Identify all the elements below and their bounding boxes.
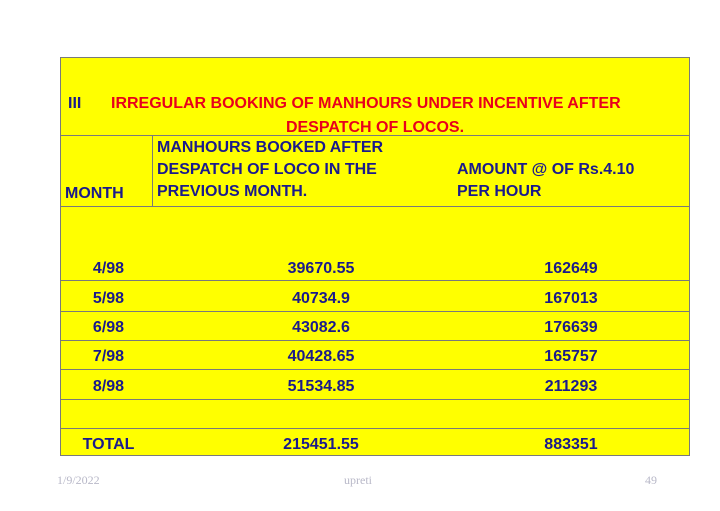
footer-author: upreti xyxy=(344,473,372,487)
divider xyxy=(61,340,689,341)
total-label: TOTAL xyxy=(82,436,135,453)
header-month: MONTH xyxy=(65,185,124,202)
divider xyxy=(61,369,689,370)
row-4-98-manhours: 39670.55 xyxy=(287,260,355,277)
divider xyxy=(61,206,689,207)
row-6-98-month: 6/98 xyxy=(92,319,125,336)
row-5-98-month: 5/98 xyxy=(92,290,125,307)
row-4-98-month: 4/98 xyxy=(92,260,125,277)
divider xyxy=(61,428,689,429)
footer-date: 1/9/2022 xyxy=(57,473,100,487)
header-amount xyxy=(457,159,634,203)
row-8-98-manhours: 51534.85 xyxy=(287,378,355,395)
row-8-98-month: 8/98 xyxy=(92,378,125,395)
header-manhours xyxy=(157,137,383,203)
row-5-98-amount: 167013 xyxy=(544,290,598,307)
header-manhours-line3: PREVIOUS MONTH. xyxy=(157,183,308,200)
total-amount: 883351 xyxy=(544,436,598,453)
row-7-98-month: 7/98 xyxy=(92,348,125,365)
divider xyxy=(61,280,689,281)
header-amount-line1: AMOUNT @ OF Rs.4.10 xyxy=(457,161,635,178)
row-7-98-amount: 165757 xyxy=(544,348,598,365)
total-manhours: 215451.55 xyxy=(283,436,359,453)
row-6-98-amount: 176639 xyxy=(544,319,598,336)
row-5-98-manhours: 40734.9 xyxy=(292,290,350,307)
row-6-98-manhours: 43082.6 xyxy=(292,319,350,336)
data-table xyxy=(60,57,690,456)
divider xyxy=(61,311,689,312)
divider xyxy=(61,135,689,136)
row-4-98-amount: 162649 xyxy=(544,260,598,277)
table-title-line2: DESPATCH OF LOCOS. xyxy=(285,119,465,136)
row-7-98-manhours: 40428.65 xyxy=(287,348,355,365)
footer-page-number: 49 xyxy=(645,473,657,487)
table-title-line1: IRREGULAR BOOKING OF MANHOURS UNDER INCENTIVE AFTER xyxy=(111,95,621,112)
header-manhours-line2: DESPATCH OF LOCO IN THE xyxy=(157,161,377,178)
divider xyxy=(61,399,689,400)
divider xyxy=(152,135,153,206)
row-8-98-amount: 211293 xyxy=(544,378,598,395)
header-amount-line2: PER HOUR xyxy=(457,183,542,200)
header-manhours-line1: MANHOURS BOOKED AFTER xyxy=(157,139,384,156)
section-number: III xyxy=(68,95,82,112)
